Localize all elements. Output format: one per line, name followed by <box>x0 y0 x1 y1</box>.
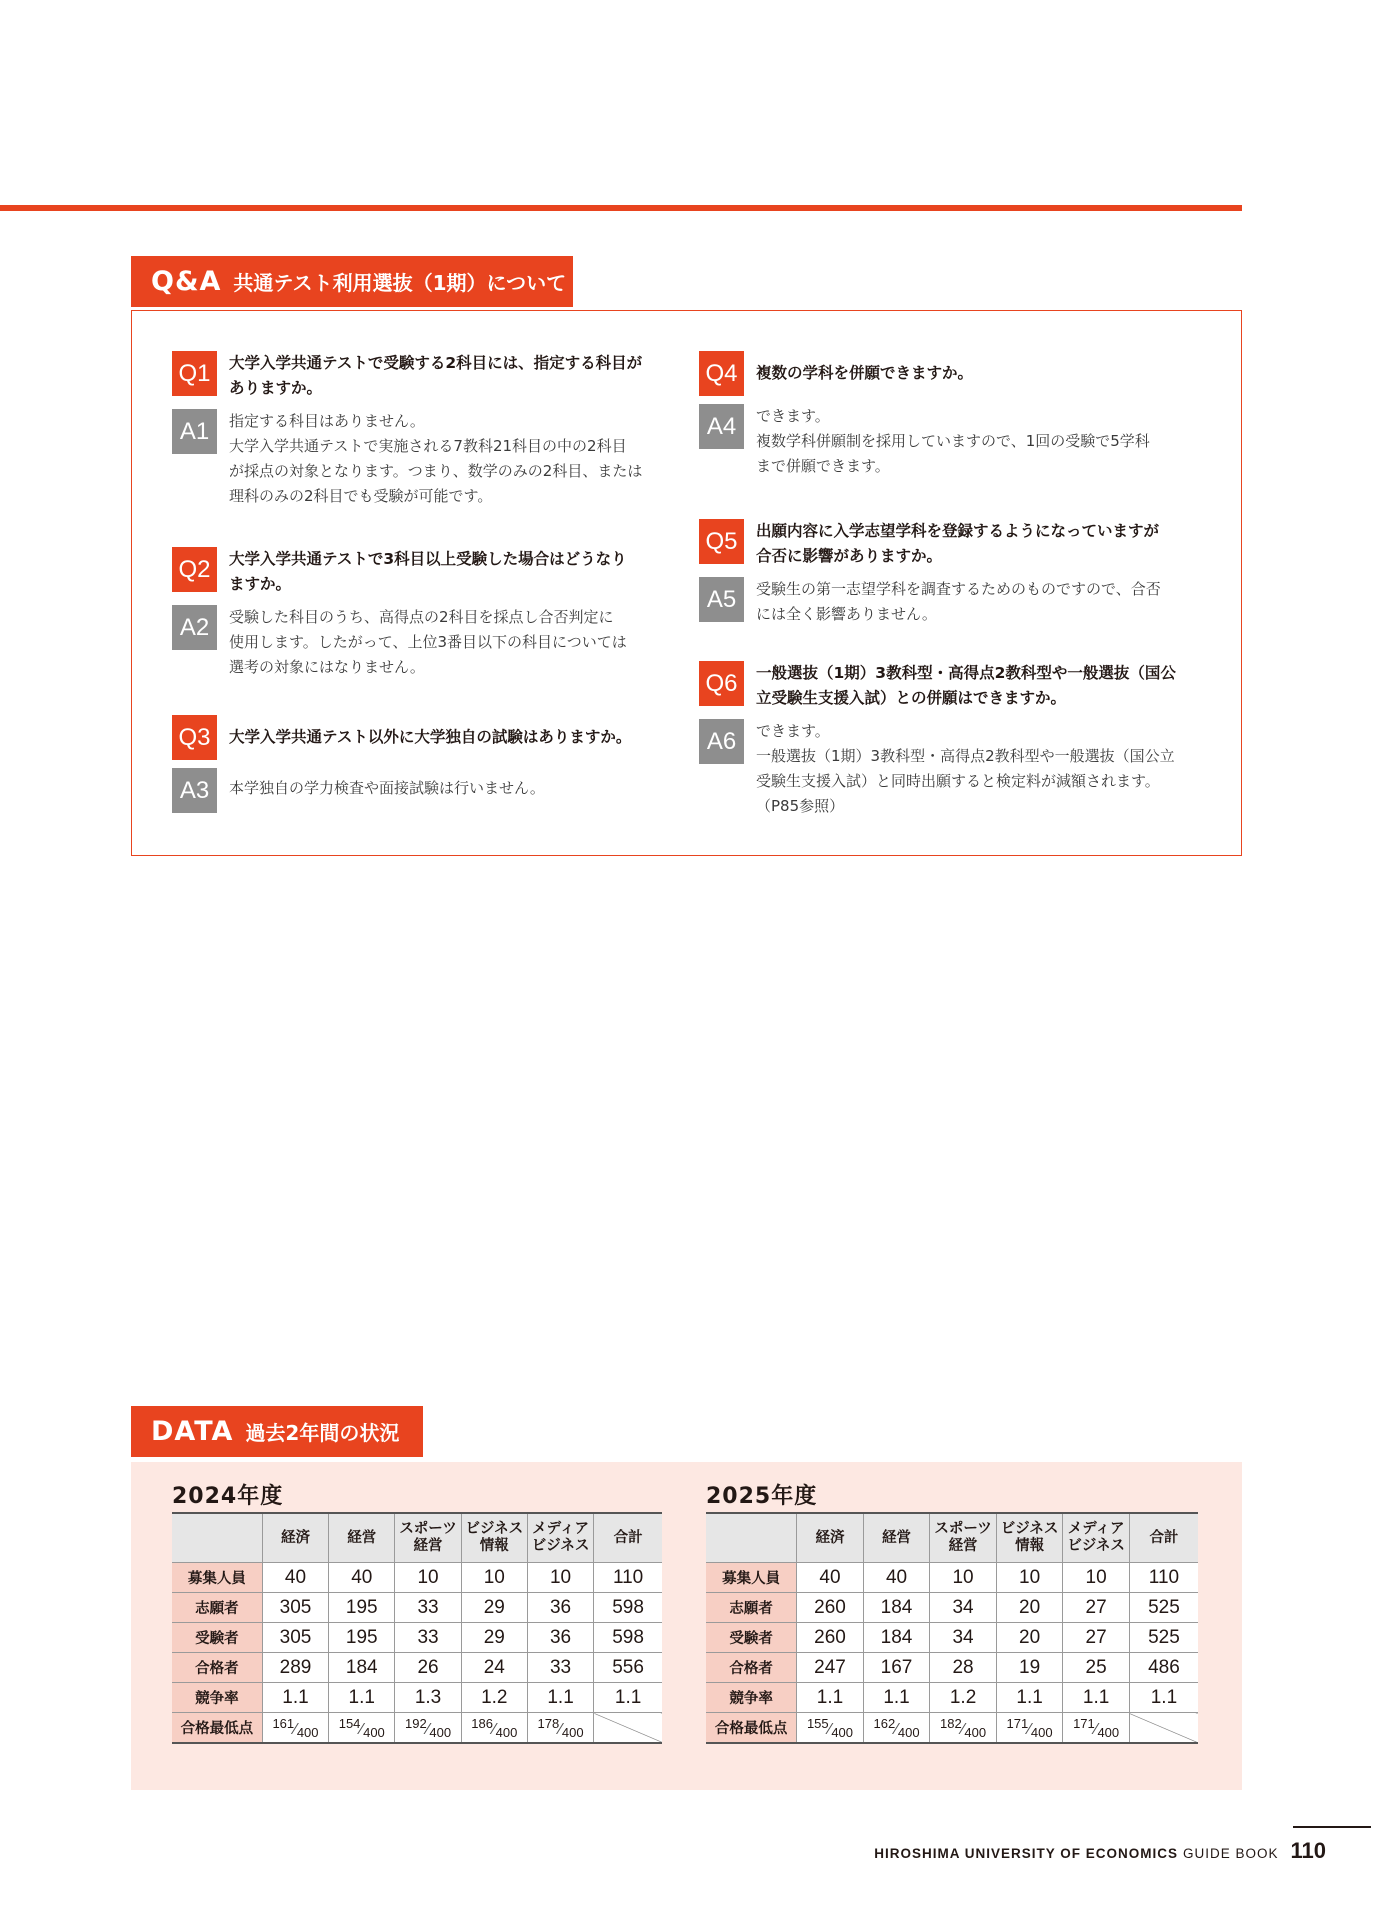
table-cell: 34 <box>930 1623 997 1653</box>
question-line: 一般選抜（1期）3教科型・高得点2教科型や一般選抜（国公 <box>756 664 1176 682</box>
table-cell: 19 <box>996 1653 1063 1683</box>
table-cell: 10 <box>461 1563 527 1593</box>
table-row <box>706 1623 1198 1653</box>
answer-row <box>699 404 1189 479</box>
table-cell: 27 <box>1063 1623 1130 1653</box>
table-cell: 598 <box>594 1623 662 1653</box>
score-value: 154 <box>338 1715 361 1731</box>
score-value: 182 <box>940 1715 962 1731</box>
score-fraction <box>471 1715 518 1740</box>
table-cell: 556 <box>594 1653 662 1683</box>
row-label: 競争率 <box>172 1683 262 1713</box>
score-fraction <box>338 1715 385 1740</box>
header-row <box>172 1513 662 1563</box>
table-row <box>706 1593 1198 1623</box>
table-row <box>172 1623 662 1653</box>
corner-cell <box>172 1513 262 1563</box>
score-fraction <box>272 1715 319 1740</box>
question-row <box>699 351 1189 396</box>
column-header-line: ビジネス <box>1067 1538 1125 1554</box>
answer-line: 受験生の第一志望学科を調査するためのものですので、合否 <box>756 580 1161 598</box>
table-cell: 10 <box>930 1563 997 1593</box>
table-cell: 33 <box>395 1593 461 1623</box>
column-header <box>1063 1513 1130 1563</box>
question-badge: Q5 <box>699 519 744 564</box>
table-cell: 247 <box>797 1653 864 1683</box>
row-label: 募集人員 <box>172 1563 262 1593</box>
min-score-cell <box>996 1713 1063 1744</box>
column-header <box>594 1513 662 1563</box>
answer-text <box>756 577 1161 627</box>
answer-row <box>699 719 1189 819</box>
column-header-line: 合計 <box>613 1529 643 1546</box>
answer-badge: A2 <box>172 605 217 650</box>
table-cell: 34 <box>930 1593 997 1623</box>
question-line: 大学入学共通テストで3科目以上受験した場合はどうなり <box>229 550 627 568</box>
column-header-line: ビジネス <box>531 1538 590 1554</box>
table-cell: 10 <box>996 1563 1063 1593</box>
question-badge: Q1 <box>172 351 217 396</box>
question-line: 複数の学科を併願できますか。 <box>756 364 974 382</box>
table-row <box>172 1683 662 1713</box>
data-section-en: DATA <box>151 1416 234 1447</box>
question-text <box>756 351 973 386</box>
answer-line: 複数学科併願制を採用していますので、1回の受験で5学科 <box>756 432 1150 450</box>
answer-line: 使用します。したがって、上位3番目以下の科目については <box>229 633 627 651</box>
answer-row <box>699 577 1189 627</box>
column-header <box>930 1513 997 1563</box>
question-line: ありますか。 <box>229 379 323 397</box>
question-text <box>229 351 642 401</box>
qa-item <box>172 715 662 821</box>
fraction-slash: ⁄ <box>492 1720 496 1738</box>
answer-text <box>229 768 545 801</box>
fraction-slash: ⁄ <box>895 1720 898 1738</box>
table-cell: 1.1 <box>594 1683 662 1713</box>
answer-line: 一般選抜（1期）3教科型・高得点2教科型や一般選抜（国公立 <box>756 747 1175 765</box>
question-badge: Q4 <box>699 351 744 396</box>
corner-cell <box>706 1513 797 1563</box>
question-row <box>699 661 1189 711</box>
footer-guidebook: GUIDE BOOK <box>1182 1846 1279 1861</box>
answer-line: 理科のみの2科目でも受験が可能です。 <box>229 487 493 505</box>
column-header-line: 経済 <box>815 1529 845 1546</box>
diagonal-empty-cell <box>594 1713 662 1744</box>
score-fraction <box>1006 1715 1053 1740</box>
column-header-line: メディア <box>1067 1521 1125 1537</box>
answer-text <box>756 404 1150 479</box>
row-label: 志願者 <box>172 1593 262 1623</box>
score-max: 400 <box>1030 1724 1053 1740</box>
table-row <box>706 1653 1198 1683</box>
qa-section-tab <box>131 256 573 307</box>
data-section-tab <box>131 1406 423 1457</box>
row-label: 志願者 <box>706 1593 797 1623</box>
score-max: 400 <box>1097 1724 1120 1740</box>
question-line: 合否に影響がありますか。 <box>756 547 943 565</box>
column-header-line: ビジネス <box>465 1521 524 1537</box>
table-cell: 260 <box>797 1593 864 1623</box>
score-fraction <box>873 1715 920 1740</box>
table-cell: 33 <box>395 1623 461 1653</box>
column-header-line: メディア <box>532 1521 589 1537</box>
footer-rule <box>1293 1826 1371 1828</box>
answer-line: が採点の対象となります。つまり、数学のみの2科目、または <box>229 462 643 480</box>
fraction-slash: ⁄ <box>426 1720 430 1738</box>
row-label: 募集人員 <box>706 1563 797 1593</box>
column-header-line: 経営 <box>413 1538 443 1554</box>
table-cell: 1.1 <box>863 1683 930 1713</box>
table-cell: 1.3 <box>395 1683 461 1713</box>
column-header <box>395 1513 461 1563</box>
footer-university: HIROSHIMA UNIVERSITY OF ECONOMICS <box>874 1846 1178 1861</box>
score-value: 171 <box>1006 1715 1029 1731</box>
row-label: 合格者 <box>706 1653 797 1683</box>
table-row <box>172 1563 662 1593</box>
score-value: 171 <box>1073 1715 1095 1731</box>
score-value: 192 <box>404 1715 427 1731</box>
answer-line: できます。 <box>756 407 830 425</box>
question-row <box>172 715 662 760</box>
qa-item <box>699 519 1189 635</box>
qa-item <box>699 351 1189 487</box>
table-row <box>706 1563 1198 1593</box>
table-cell: 26 <box>395 1653 461 1683</box>
question-text <box>229 715 631 750</box>
answer-badge: A3 <box>172 768 217 813</box>
row-label: 合格者 <box>172 1653 262 1683</box>
row-label: 受験者 <box>172 1623 262 1653</box>
answer-line: 受験した科目のうち、高得点の2科目を採点し合否判定に <box>229 608 614 626</box>
table-cell: 260 <box>797 1623 864 1653</box>
answer-badge: A4 <box>699 404 744 449</box>
table-cell: 29 <box>461 1623 527 1653</box>
column-header-line: 経営 <box>347 1529 377 1546</box>
answer-line: には全く影響ありません。 <box>756 605 937 623</box>
score-fraction <box>537 1715 584 1740</box>
score-value: 186 <box>471 1715 493 1731</box>
fraction-slash: ⁄ <box>1094 1720 1098 1738</box>
row-label: 合格最低点 <box>172 1713 262 1744</box>
answer-row <box>172 768 662 813</box>
answer-row <box>172 409 662 509</box>
column-header-line: 経営 <box>882 1529 912 1546</box>
row-label: 受験者 <box>706 1623 797 1653</box>
column-header <box>329 1513 395 1563</box>
column-header-line: 情報 <box>479 1538 509 1554</box>
table-cell: 29 <box>461 1593 527 1623</box>
table-cell: 1.2 <box>461 1683 527 1713</box>
table-cell: 1.1 <box>262 1683 328 1713</box>
table-cell: 28 <box>930 1653 997 1683</box>
table-cell: 36 <box>527 1623 593 1653</box>
min-score-cell <box>329 1713 395 1744</box>
table-cell: 195 <box>329 1623 395 1653</box>
column-header-line: スポーツ <box>399 1521 457 1537</box>
answer-line: 選考の対象にはなりません。 <box>229 658 425 676</box>
answer-text <box>229 409 642 509</box>
table-row <box>172 1593 662 1623</box>
table-cell: 20 <box>996 1593 1063 1623</box>
footer <box>874 1838 1326 1864</box>
column-header-line: 経済 <box>280 1529 310 1546</box>
table-row <box>172 1653 662 1683</box>
answer-row <box>172 605 662 680</box>
table-cell: 1.1 <box>996 1683 1063 1713</box>
column-header <box>797 1513 864 1563</box>
min-score-cell <box>461 1713 527 1744</box>
score-fraction <box>404 1715 452 1740</box>
qa-section-en: Q&A <box>151 266 222 297</box>
fraction-slash: ⁄ <box>360 1720 364 1738</box>
table-cell: 167 <box>863 1653 930 1683</box>
table-row <box>706 1683 1198 1713</box>
top-accent-rule <box>0 205 1242 211</box>
qa-section-title: 共通テスト利用選抜（1期）について <box>233 271 567 295</box>
table-cell: 110 <box>1129 1563 1198 1593</box>
question-text <box>229 547 627 597</box>
column-header <box>863 1513 930 1563</box>
table-cell: 486 <box>1129 1653 1198 1683</box>
column-header-line: スポーツ <box>934 1521 992 1537</box>
question-line: ますか。 <box>229 575 292 593</box>
table-cell: 1.1 <box>1063 1683 1130 1713</box>
row-label: 合格最低点 <box>706 1713 797 1744</box>
table-cell: 1.1 <box>527 1683 593 1713</box>
table-cell: 1.1 <box>329 1683 395 1713</box>
min-score-cell <box>930 1713 997 1744</box>
table-cell: 525 <box>1129 1593 1198 1623</box>
score-max: 400 <box>296 1724 319 1740</box>
question-text <box>756 519 1159 569</box>
min-score-cell <box>1063 1713 1130 1744</box>
question-text <box>756 661 1176 711</box>
fraction-slash: ⁄ <box>559 1720 562 1738</box>
min-score-cell <box>527 1713 593 1744</box>
column-header-line: 情報 <box>1015 1538 1045 1554</box>
score-fraction <box>806 1715 854 1740</box>
question-line: 出願内容に入学志望学科を登録するようになっていますが <box>756 522 1160 540</box>
qa-item <box>172 547 662 688</box>
answer-line: 受験生支援入試）と同時出願すると検定料が減額されます。 <box>756 772 1160 790</box>
row-label: 競争率 <box>706 1683 797 1713</box>
question-row <box>699 519 1189 569</box>
table-cell: 184 <box>863 1593 930 1623</box>
question-badge: Q2 <box>172 547 217 592</box>
score-max: 400 <box>964 1724 987 1740</box>
question-badge: Q6 <box>699 661 744 706</box>
table-cell: 27 <box>1063 1593 1130 1623</box>
column-header-line: ビジネス <box>1000 1521 1059 1537</box>
column-header <box>262 1513 328 1563</box>
table-cell: 10 <box>395 1563 461 1593</box>
answer-badge: A5 <box>699 577 744 622</box>
min-score-row <box>172 1713 662 1744</box>
column-header <box>527 1513 593 1563</box>
fraction-slash: ⁄ <box>961 1720 965 1738</box>
table-cell: 40 <box>329 1563 395 1593</box>
score-fraction <box>940 1715 987 1740</box>
fraction-slash: ⁄ <box>828 1720 832 1738</box>
score-value: 162 <box>873 1715 896 1731</box>
table-cell: 598 <box>594 1593 662 1623</box>
qa-item <box>699 661 1189 827</box>
question-badge: Q3 <box>172 715 217 760</box>
min-score-cell <box>863 1713 930 1744</box>
answer-badge: A6 <box>699 719 744 764</box>
table-cell: 305 <box>262 1593 328 1623</box>
qa-item <box>172 351 662 517</box>
question-row <box>172 351 662 401</box>
column-header-line: 経営 <box>948 1538 978 1554</box>
table-cell: 184 <box>863 1623 930 1653</box>
answer-line: まで併願できます。 <box>756 457 890 475</box>
answer-line: （P85参照） <box>756 797 845 815</box>
year-label-2024: 2024年度 <box>172 1484 284 1509</box>
min-score-cell <box>797 1713 864 1744</box>
table-cell: 195 <box>329 1593 395 1623</box>
table-cell: 25 <box>1063 1653 1130 1683</box>
answer-line: 指定する科目はありません。 <box>229 412 425 430</box>
table-cell: 289 <box>262 1653 328 1683</box>
score-value: 178 <box>537 1715 560 1731</box>
column-header <box>461 1513 527 1563</box>
score-fraction <box>1073 1715 1120 1740</box>
qa-box <box>131 310 1242 856</box>
answer-badge: A1 <box>172 409 217 454</box>
stats-table-2025 <box>706 1512 1198 1744</box>
answer-line: 大学入学共通テストで実施される7教科21科目の中の2科目 <box>229 437 627 455</box>
answer-line: できます。 <box>756 722 830 740</box>
table-cell: 525 <box>1129 1623 1198 1653</box>
score-max: 400 <box>897 1724 920 1740</box>
header-row <box>706 1513 1198 1563</box>
question-line: 大学入学共通テストで受験する2科目には、指定する科目が <box>229 354 643 372</box>
fraction-slash: ⁄ <box>1028 1720 1031 1738</box>
min-score-cell <box>262 1713 328 1744</box>
table-cell: 24 <box>461 1653 527 1683</box>
diagonal-empty-cell <box>1129 1713 1198 1744</box>
question-row <box>172 547 662 597</box>
fraction-slash: ⁄ <box>294 1720 297 1738</box>
column-header-line: 合計 <box>1149 1529 1179 1546</box>
answer-line: 本学独自の学力検査や面接試験は行いません。 <box>229 779 545 797</box>
column-header <box>996 1513 1063 1563</box>
table-cell: 10 <box>1063 1563 1130 1593</box>
table-cell: 40 <box>262 1563 328 1593</box>
answer-text <box>229 605 627 680</box>
stats-table-2024 <box>172 1512 662 1744</box>
score-value: 155 <box>806 1715 829 1731</box>
table-cell: 110 <box>594 1563 662 1593</box>
table-cell: 1.1 <box>797 1683 864 1713</box>
table-cell: 1.2 <box>930 1683 997 1713</box>
data-section-title: 過去2年間の状況 <box>245 1421 400 1445</box>
min-score-cell <box>395 1713 461 1744</box>
table-cell: 184 <box>329 1653 395 1683</box>
question-line: 立受験生支援入試）との併願はできますか。 <box>756 689 1067 707</box>
table-cell: 1.1 <box>1129 1683 1198 1713</box>
table-cell: 33 <box>527 1653 593 1683</box>
answer-text <box>756 719 1175 819</box>
table-cell: 40 <box>863 1563 930 1593</box>
score-max: 400 <box>429 1724 452 1740</box>
table-cell: 305 <box>262 1623 328 1653</box>
question-line: 大学入学共通テスト以外に大学独自の試験はありますか。 <box>229 728 632 746</box>
min-score-row <box>706 1713 1198 1744</box>
table-cell: 20 <box>996 1623 1063 1653</box>
score-max: 400 <box>363 1724 385 1740</box>
score-max: 400 <box>831 1724 854 1740</box>
table-cell: 40 <box>797 1563 864 1593</box>
score-max: 400 <box>495 1724 518 1740</box>
page-number: 110 <box>1290 1838 1326 1863</box>
score-max: 400 <box>561 1724 584 1740</box>
table-cell: 36 <box>527 1593 593 1623</box>
table-cell: 10 <box>527 1563 593 1593</box>
score-value: 161 <box>272 1715 295 1731</box>
column-header <box>1129 1513 1198 1563</box>
year-label-2025: 2025年度 <box>706 1484 818 1509</box>
